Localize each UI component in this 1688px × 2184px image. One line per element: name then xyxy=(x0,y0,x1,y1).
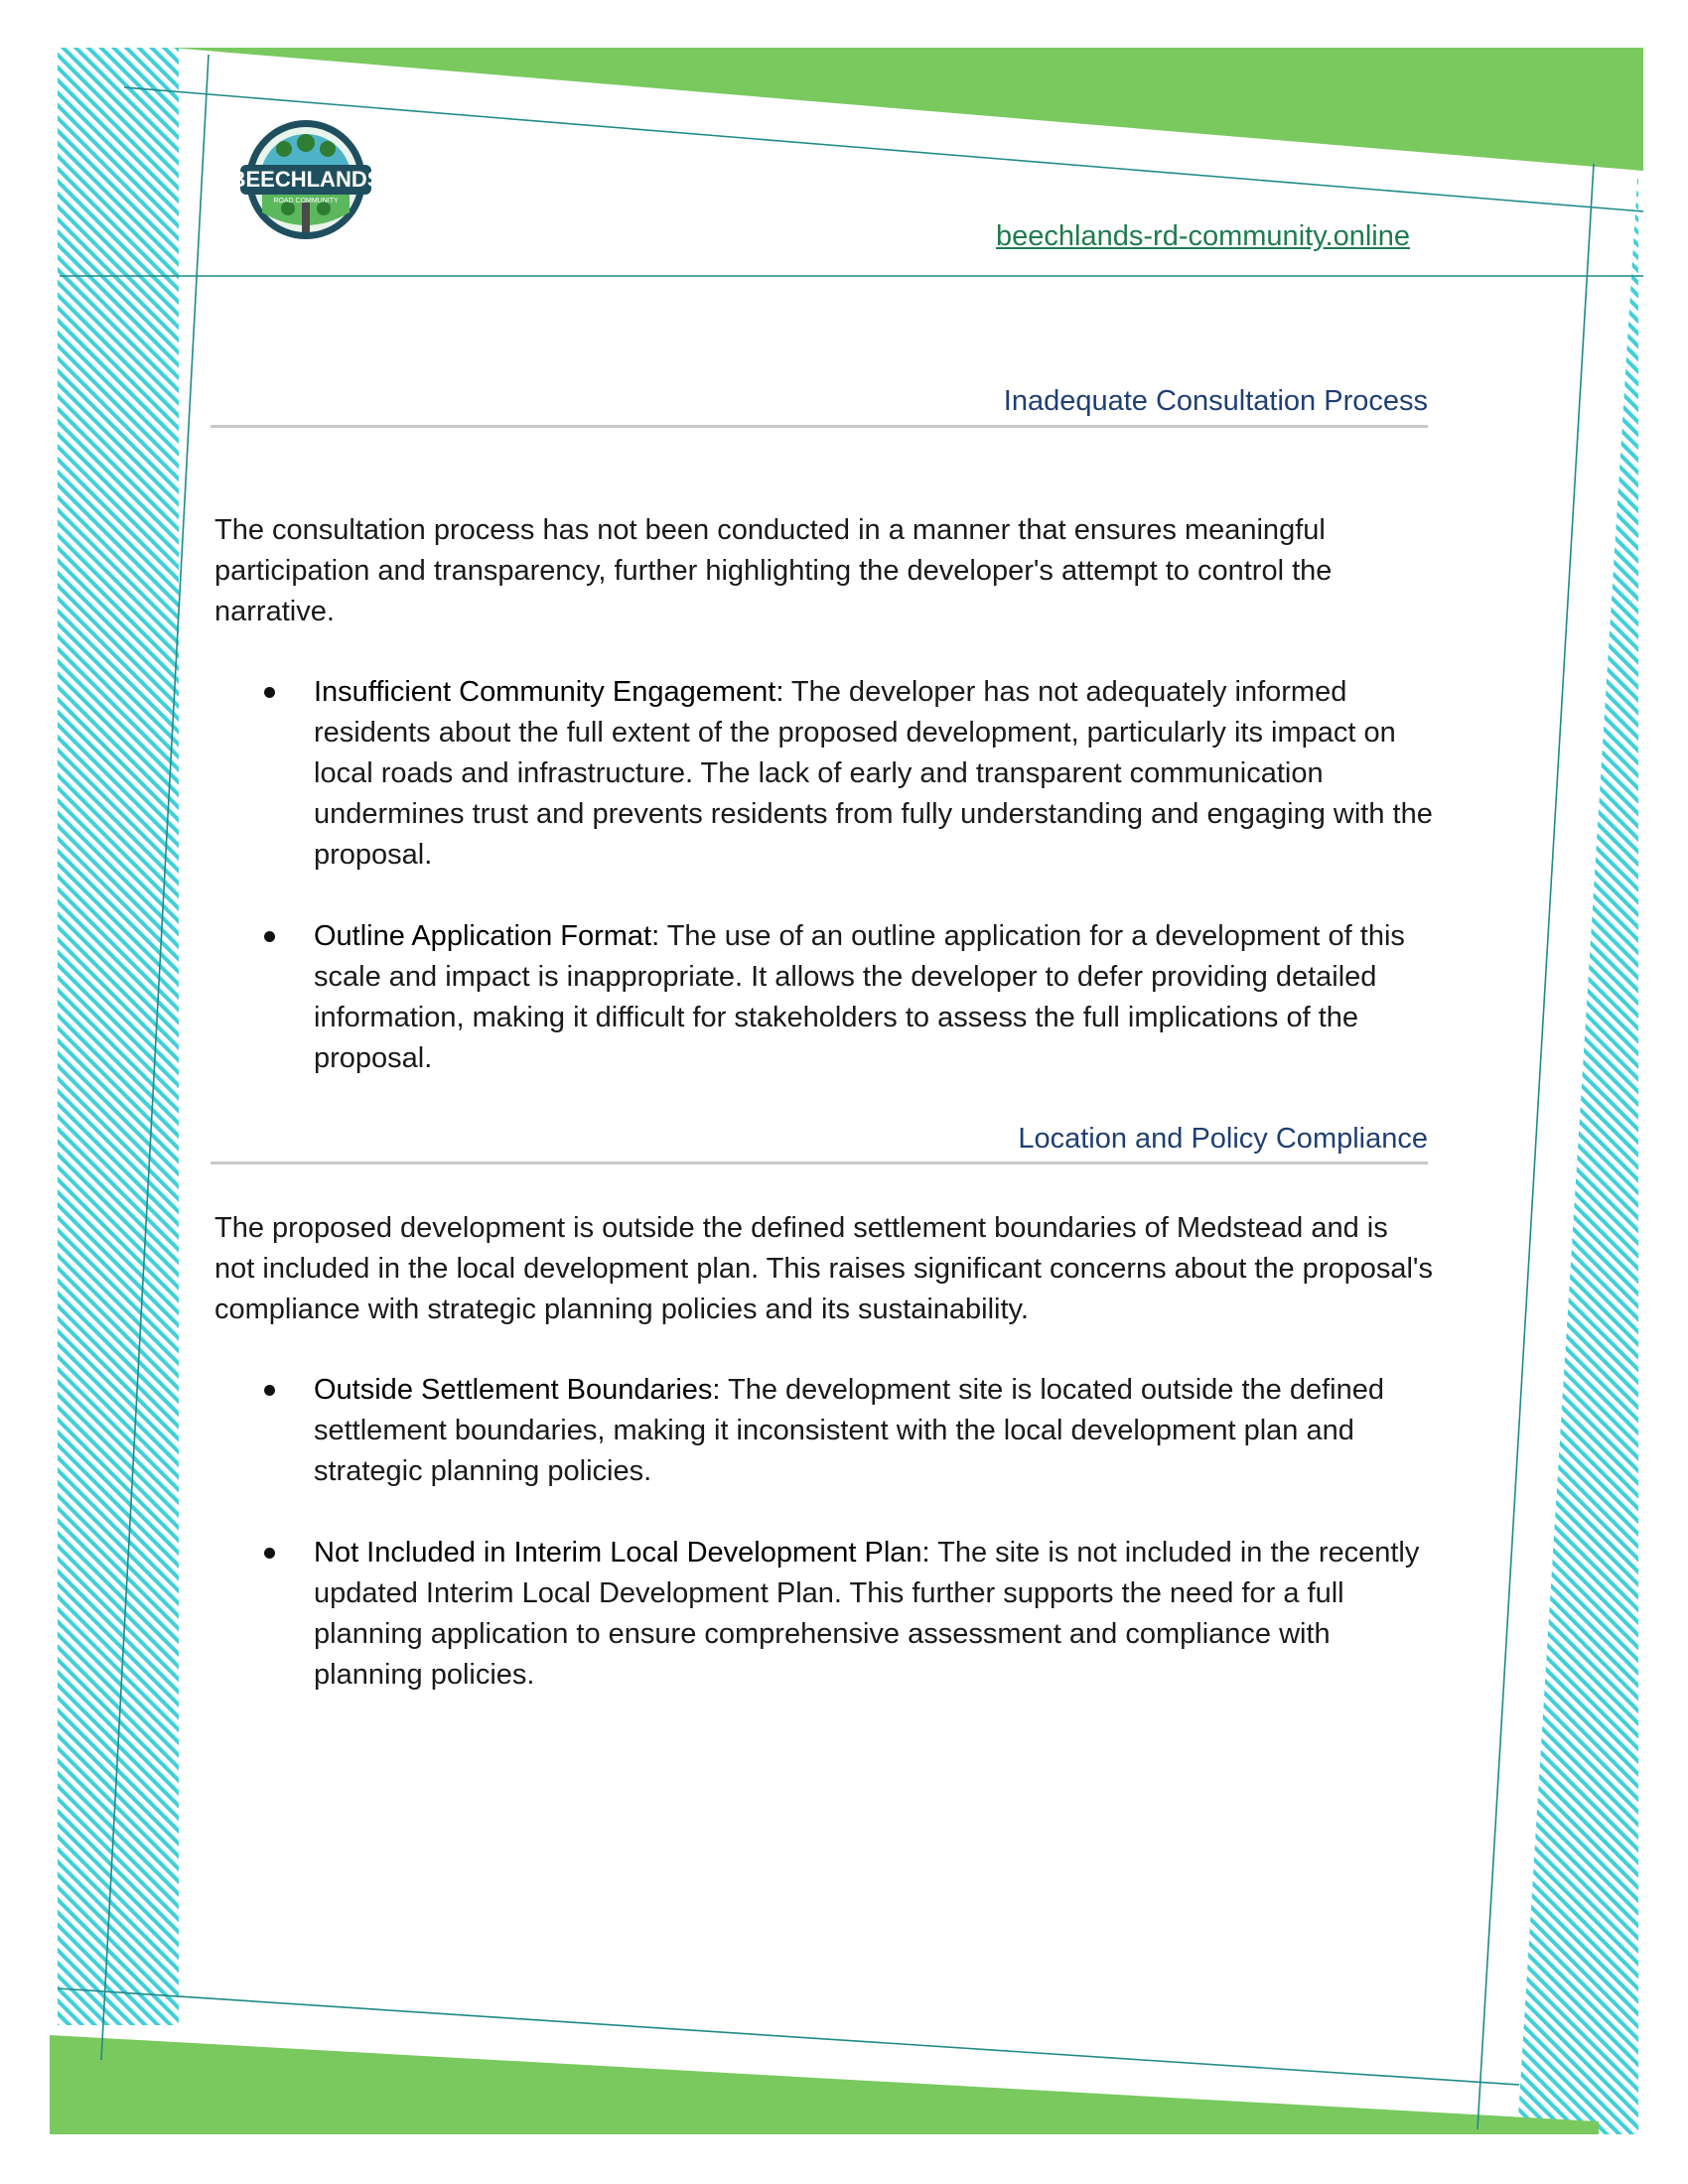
section-intro-consultation: The consultation process has not been conducted in a manner that ensures meaningful participation and transparency, further highlighting the developer's attempt to control the narrative. xyxy=(214,514,1333,627)
left-hatch-border xyxy=(58,48,179,2025)
bullet-text: The use of an outline application for a development of this scale and impact is inappropriate. It allows the developer to defer providing detailed information, making it difficult for stakeholders to assess the full implications of the proposal. xyxy=(314,920,1405,1074)
bullet-text: The developer has not adequately informed residents about the full extent of the proposed development, particularly its impact on local roads and infrastructure. The lack of early and transparent communication undermines trust and prevents residents from fully understanding and engaging with the proposal. xyxy=(314,676,1433,871)
bottom-green-band xyxy=(50,2035,1599,2134)
website-link[interactable]: beechlands-rd-community.online xyxy=(996,220,1410,252)
bullet-text: The development site is located outside the defined settlement boundaries, making it inconsistent with the local development plan and strategic planning policies. xyxy=(314,1374,1384,1487)
svg-text:ROAD COMMUNITY: ROAD COMMUNITY xyxy=(273,198,339,205)
svg-text:BEECHLANDS: BEECHLANDS xyxy=(229,167,382,192)
beechlands-logo xyxy=(229,117,382,242)
list-item xyxy=(314,916,1436,1079)
list-item xyxy=(314,672,1436,876)
section-divider xyxy=(211,425,1428,428)
section-heading-consultation: Inadequate Consultation Process xyxy=(1003,385,1428,417)
bullet-label: Insufficient Community Engagement: xyxy=(314,676,784,708)
frame-lines xyxy=(58,55,1643,2129)
bullet-icon xyxy=(264,931,275,942)
bullet-icon xyxy=(264,1548,275,1559)
section-divider xyxy=(211,1161,1428,1164)
bullet-text: The site is not included in the recently updated Interim Local Development Plan. This further supports the need for a full planning application to ensure comprehensive assessment and compliance with planning policies. xyxy=(314,1537,1420,1691)
section-heading-location: Location and Policy Compliance xyxy=(1018,1123,1428,1155)
bullet-label: Outline Application Format: xyxy=(314,920,660,952)
bullet-icon xyxy=(264,1385,275,1396)
bullet-icon xyxy=(264,687,275,698)
list-item xyxy=(314,1370,1436,1492)
bullet-label: Outside Settlement Boundaries: xyxy=(314,1374,721,1406)
bullet-label: Not Included in Interim Local Development Plan: xyxy=(314,1537,930,1569)
section-intro-location: The proposed development is outside the defined settlement boundaries of Medstead and is not included in the local development plan. This raises significant concerns about the proposal's compliance with strategic planning policies and its sustainability. xyxy=(214,1212,1433,1325)
list-item xyxy=(314,1533,1436,1696)
